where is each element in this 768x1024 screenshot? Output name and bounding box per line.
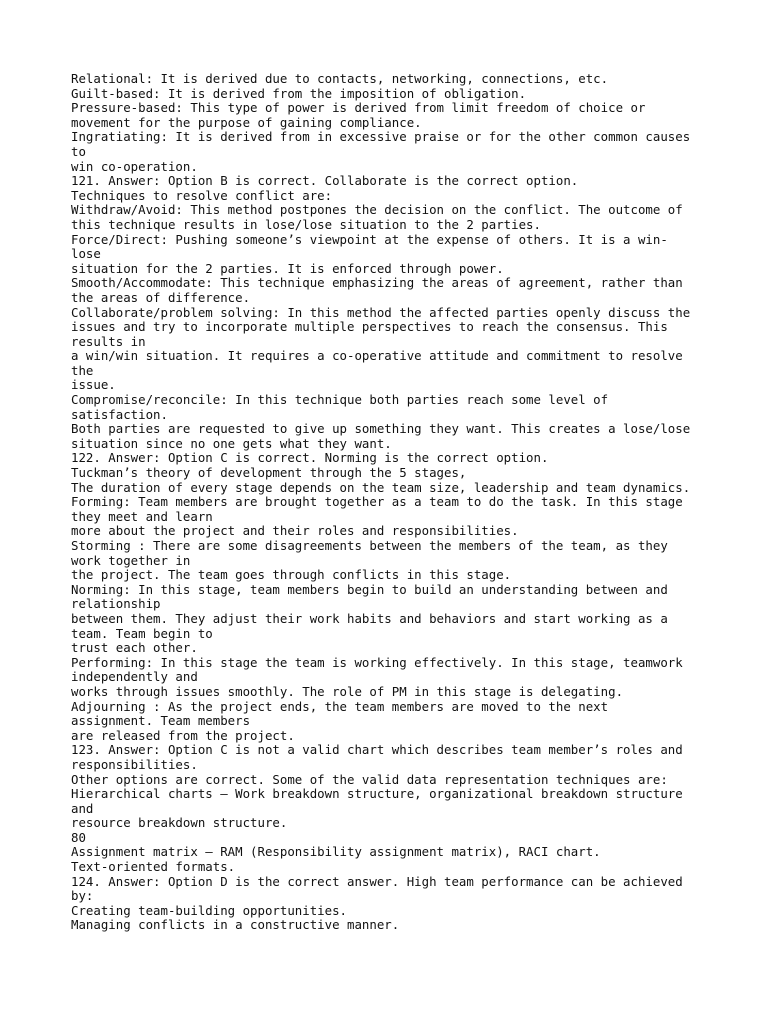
text-line: The duration of every stage depends on the team size, leadership and team dynamics.: [71, 479, 691, 495]
text-line: Adjourning : As the project ends, the team members are moved to the next: [71, 698, 609, 714]
text-line: this technique results in lose/lose situation to the 2 parties.: [71, 216, 541, 232]
answer-heading: 121. Answer: Option B is correct. Collaborate is the correct option.: [71, 173, 579, 189]
answer-heading: 122. Answer: Option C is correct. Norming is the correct option.: [71, 450, 549, 466]
text-line: issues and try to incorporate multiple perspectives to reach the consensus. This: [71, 319, 668, 335]
text-line: win co-operation.: [71, 158, 198, 174]
text-line: Creating team-building opportunities.: [71, 902, 348, 918]
text-line: Smooth/Accommodate: This technique emphasizing the areas of agreement, rather than: [71, 275, 683, 291]
text-line: resource breakdown structure.: [71, 815, 288, 831]
text-line: work together in: [71, 552, 191, 568]
text-line: the project. The team goes through conflicts in this stage.: [71, 567, 512, 583]
text-line: Tuckman’s theory of development through the 5 stages,: [71, 465, 467, 481]
text-line: they meet and learn: [71, 508, 213, 524]
text-line: Pressure-based: This type of power is derived from limit freedom of choice or: [71, 100, 646, 116]
text-line: Performing: In this stage the team is working effectively. In this stage, teamwork: [71, 654, 683, 670]
text-line: situation since no one gets what they want.: [71, 435, 392, 451]
text-line: results in: [71, 333, 146, 349]
text-line: Compromise/reconcile: In this technique both parties reach some level of: [71, 392, 609, 408]
document-page: [71, 72, 711, 933]
text-line: a win/win situation. It requires a co-operative attitude and commitment to resolve: [71, 348, 683, 364]
text-line: Techniques to resolve conflict are:: [71, 187, 333, 203]
text-line: issue.: [71, 377, 116, 393]
text-line: Both parties are requested to give up something they want. This creates a lose/lose: [71, 421, 691, 437]
text-line: independently and: [71, 669, 198, 685]
text-line: situation for the 2 parties. It is enforced through power.: [71, 260, 504, 276]
text-line: by:: [71, 888, 94, 904]
text-line: the areas of difference.: [71, 289, 251, 305]
text-line: Force/Direct: Pushing someone’s viewpoint at the expense of others. It is a win-: [71, 231, 668, 247]
text-line: Storming : There are some disagreements between the members of the team, as they: [71, 538, 668, 553]
text-line: Relational: It is derived due to contacts, networking, connections, etc.: [71, 71, 609, 86]
text-line: satisfaction.: [71, 406, 168, 422]
text-line: and: [71, 800, 94, 816]
text-line: relationship: [71, 596, 161, 612]
text-line: team. Team begin to: [71, 625, 213, 641]
page-number: 80: [71, 829, 86, 845]
text-line: lose: [71, 246, 101, 262]
text-line: assignment. Team members: [71, 713, 251, 729]
text-line: Assignment matrix – RAM (Responsibility assignment matrix), RACI chart.: [71, 844, 601, 860]
answer-heading: 123. Answer: Option C is not a valid chart which describes team member’s roles and: [71, 742, 683, 758]
text-line: Text-oriented formats.: [71, 859, 236, 875]
text-line: Managing conflicts in a constructive manner.: [71, 917, 400, 933]
text-line: responsibilities.: [71, 756, 198, 772]
text-line: Hierarchical charts – Work breakdown structure, organizational breakdown structure: [71, 786, 683, 802]
text-line: works through issues smoothly. The role of PM in this stage is delegating.: [71, 683, 624, 699]
text-line: Collaborate/problem solving: In this method the affected parties openly discuss the: [71, 304, 691, 320]
text-line: Ingratiating: It is derived from in excessive praise or for the other common causes: [71, 129, 691, 145]
text-line: to: [71, 143, 86, 159]
text-line: more about the project and their roles and responsibilities.: [71, 523, 519, 539]
text-line: trust each other.: [71, 640, 198, 656]
text-line: movement for the purpose of gaining compliance.: [71, 114, 422, 130]
answer-heading: 124. Answer: Option D is the correct answer. High team performance can be achieved: [71, 873, 683, 889]
text-line: Guilt-based: It is derived from the imposition of obligation.: [71, 85, 527, 101]
text-line: Withdraw/Avoid: This method postpones the decision on the conflict. The outcome of: [71, 202, 683, 218]
text-line: are released from the project.: [71, 727, 295, 743]
text-line: Norming: In this stage, team members begin to build an understanding between and: [71, 581, 668, 597]
text-line: the: [71, 362, 94, 378]
text-line: Forming: Team members are brought together as a team to do the task. In this stage: [71, 494, 683, 510]
text-line: Other options are correct. Some of the valid data representation techniques are:: [71, 771, 668, 787]
text-line: between them. They adjust their work habits and behaviors and start working as a: [71, 610, 668, 626]
